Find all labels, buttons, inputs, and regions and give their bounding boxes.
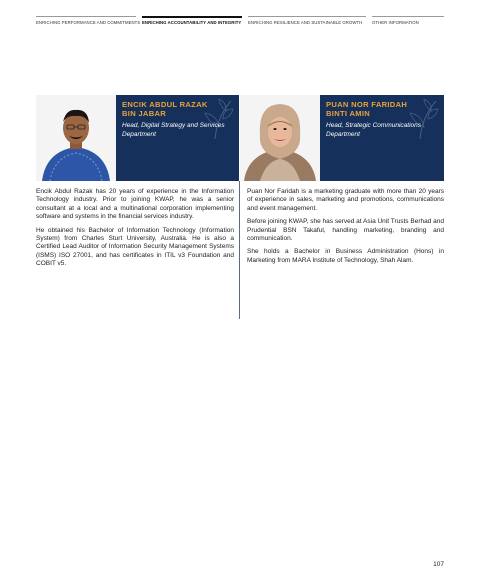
profile-name-nor-faridah: PUAN NOR FARIDAH BINTI AMIN: [326, 100, 408, 119]
portrait-photo-nor-faridah: [240, 95, 320, 181]
nav-tab-accountability[interactable]: ENRICHING ACCOUNTABILITY AND INTEGRITY: [142, 16, 242, 30]
nav-tab-performance[interactable]: ENRICHING PERFORMANCE AND COMMITMENTS: [36, 16, 136, 30]
portrait-photo-abdul-razak: [36, 95, 116, 181]
section-nav: [36, 16, 444, 30]
nav-tab-resilience[interactable]: ENRICHING RESILIENCE AND SUSTAINABLE GROWTH: [248, 16, 366, 30]
bio-paragraph: Before joining KWAP, she has served at Asia Unit Trusts Berhad and Prudential BSN Takaful, handling marketing, branding and communication.: [247, 218, 444, 243]
bio-paragraph: Puan Nor Faridah is a marketing graduate with more than 20 years of experience in sales, marketing and promotions, communications and event management.: [247, 188, 444, 212]
nav-tab-other-information[interactable]: OTHER INFORMATION: [372, 16, 444, 30]
bio-nor-faridah: [247, 188, 444, 270]
bio-abdul-razak: [36, 188, 234, 274]
column-divider: [239, 181, 240, 319]
bio-paragraph: He obtained his Bachelor of Information Technology (Information System) from Charles Sturt University, Australia. He is also a Certified Lead Auditor of Information Security Management Systems (ISMS) ISO 27001, and has certificates in ITIL v3 Foundation and COBIT v5.: [36, 226, 234, 268]
page-number: 107: [433, 561, 444, 568]
profile-role-nor-faridah: Head, Strategic Communications Department: [326, 122, 422, 138]
bio-paragraph: Encik Abdul Razak has 20 years of experience in the Information Technology industry. Prior to joining KWAP, he was a senior consultant at a local and a multinational corporation implementing software and systems in the financial services industry.: [36, 188, 234, 221]
profile-name-abdul-razak: ENCIK ABDUL RAZAK BIN JABAR: [122, 100, 208, 119]
profile-card-abdul-razak: [36, 95, 239, 181]
bio-paragraph: She holds a Bachelor in Business Administration (Hons) in Marketing from MARA Institute of Technology, Shah Alam.: [247, 248, 444, 264]
profile-card-nor-faridah: [240, 95, 444, 181]
profile-role-abdul-razak: Head, Digital Strategy and Services Department: [122, 122, 225, 138]
